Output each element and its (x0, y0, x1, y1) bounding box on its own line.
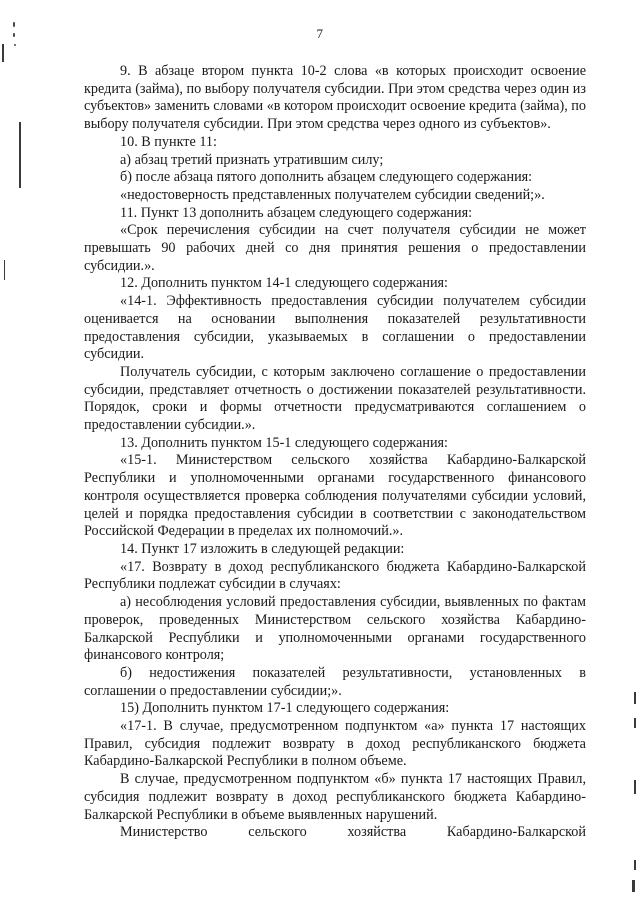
paragraph: «14-1. Эффективность предоставления субсидии получателем субсидии оценивается на основании выполнения показателей результативности предоставления субсидии, указываемых в соглашении о предоставлении субсидии. (84, 293, 586, 363)
scan-artifact-left-bar-2 (19, 122, 21, 188)
paragraph: б) после абзаца пятого дополнить абзацем следующего содержания: (120, 169, 533, 186)
paragraph: 14. Пункт 17 изложить в следующей редакции: (120, 540, 405, 557)
paragraph: а) несоблюдения условий предоставления субсидии, выявленных по фактам проверок, проведенных Министерством сельского хозяйства Кабардино-Балкарской Республики и уполномоченными органами государственного финансового контроля; (84, 594, 586, 664)
paragraph: «17. Возврату в доход республиканского бюджета Кабардино-Балкарской Республики подлежат субсидии в случаях: (84, 558, 586, 593)
scan-artifact-left-3 (14, 44, 16, 46)
document-body (84, 63, 586, 842)
paragraph: а) абзац третий признать утратившим силу; (120, 151, 384, 168)
paragraph: 9. В абзаце втором пункта 10-2 слова «в которых происходит освоение кредита (займа), по выбору получателя субсидии. При этом средства через один из субъектов» заменить словами «в котором происходит освоение кредита (займа), по выбору получателя субсидии. При этом средства через одного из субъектов». (84, 63, 586, 133)
scan-artifact-right-bar-1 (634, 692, 636, 704)
paragraph: «недостоверность представленных получателем субсидии сведений;». (120, 186, 545, 203)
paragraph: «17-1. В случае, предусмотренном подпунктом «а» пункта 17 настоящих Правил, субсидия подлежит возврату в доход республиканского бюджета Кабардино-Балкарской Республики в полном объеме. (84, 718, 586, 770)
paragraph: «15-1. Министерством сельского хозяйства Кабардино-Балкарской Республики и уполномоченными органами государственного финансового контроля осуществляется проверка соблюдения получателями субсидии условий, целей и порядка предоставления субсидии в соответствии с законодательством Российской Федерации в пределах их полномочий.». (84, 452, 586, 540)
scan-artifact-left-bar-3 (4, 260, 5, 280)
paragraph: Министерство сельского хозяйства Кабардино-Балкарской (120, 824, 586, 841)
paragraph: 12. Дополнить пунктом 14-1 следующего содержания: (120, 275, 449, 292)
paragraph: 15) Дополнить пунктом 17-1 следующего содержания: (120, 700, 450, 717)
paragraph: В случае, предусмотренном подпунктом «б» пункта 17 настоящих Правил, субсидия подлежит возврату в доход республиканского бюджета Кабардино-Балкарской Республики в объеме выявленных нарушений. (84, 771, 586, 823)
paragraph: 13. Дополнить пунктом 15-1 следующего содержания: (120, 434, 449, 451)
scan-artifact-right-bar-2 (634, 718, 636, 728)
paragraph: б) недостижения показателей результативности, установленных в соглашении о предоставлении субсидии;». (84, 664, 586, 699)
paragraph: 11. Пункт 13 дополнить абзацем следующего содержания: (120, 204, 473, 221)
paragraph: «Срок перечисления субсидии на счет получателя субсидии не может превышать 90 рабочих дней со дня принятия решения о предоставлении субсидии.». (84, 222, 586, 274)
paragraph: 10. В пункте 11: (120, 133, 217, 150)
scan-artifact-right-bar-3 (634, 780, 636, 794)
scan-artifact-right-bar-4 (634, 860, 636, 870)
page-number: 7 (316, 26, 324, 41)
scan-artifact-left-bar-1 (2, 44, 4, 62)
paragraph: Получатель субсидии, с которым заключено соглашение о предоставлении субсидии, представляет отчетность о достижении показателей результативности. Порядок, сроки и формы отчетности предусматриваются соглашением о предоставлении субсидии.». (84, 363, 586, 434)
scan-artifact-right-bar-5 (632, 880, 635, 892)
